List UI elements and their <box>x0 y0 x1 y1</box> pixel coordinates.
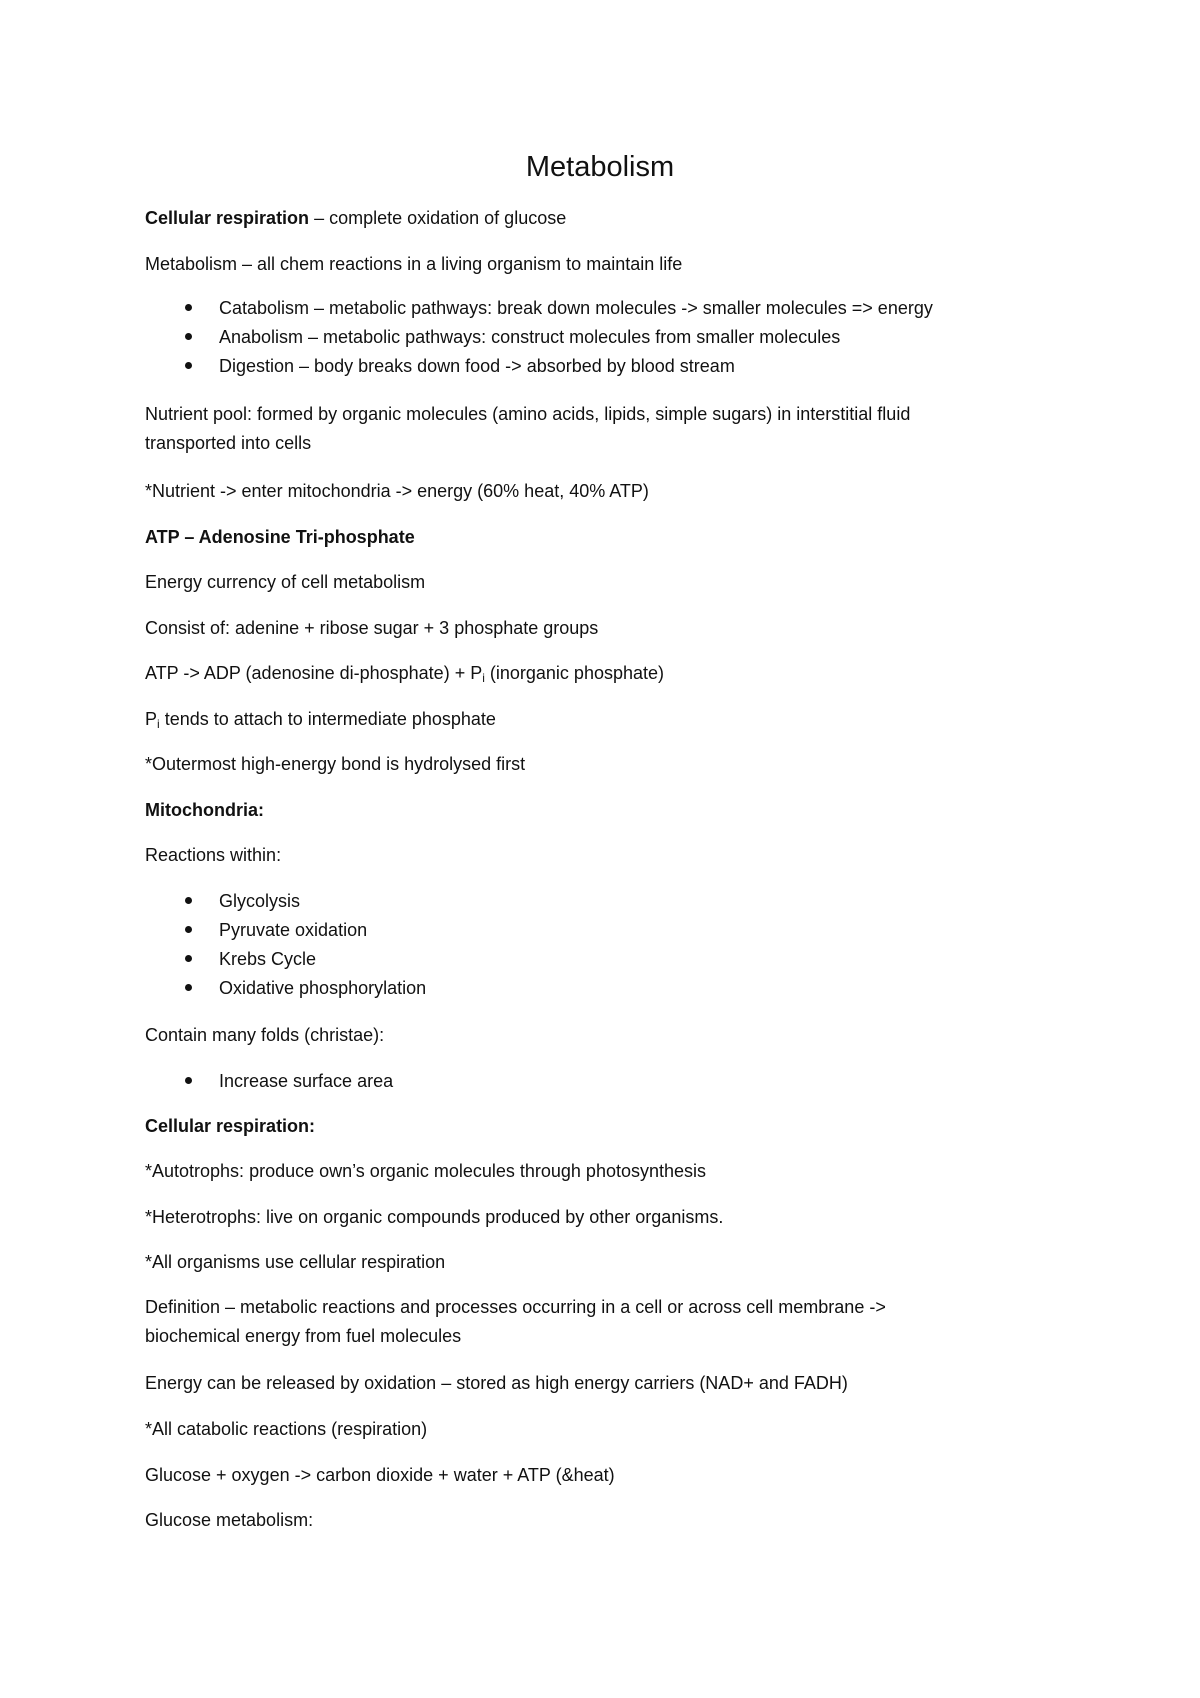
text-line: Nutrient pool: formed by organic molecules (amino acids, lipids, simple sugars) in interstitial fluid <box>145 404 911 424</box>
paragraph-atp-adp <box>145 663 1045 685</box>
list-item: Digestion – body breaks down food -> absorbed by blood stream <box>145 355 1045 384</box>
text-line: Definition – metabolic reactions and processes occurring in a cell or across cell membrane -> <box>145 1297 886 1317</box>
list-item: Pyruvate oxidation <box>145 919 1045 948</box>
heading-mitochondria: Mitochondria: <box>145 800 264 820</box>
paragraph-pi <box>145 709 1045 731</box>
list-item: Increase surface area <box>145 1070 1045 1099</box>
metabolism-list <box>145 297 1045 384</box>
paragraph-heterotrophs: *Heterotrophs: live on organic compounds produced by other organisms. <box>145 1207 724 1227</box>
paragraph-metabolism: Metabolism – all chem reactions in a living organism to maintain life <box>145 254 683 274</box>
paragraph-energy-currency: Energy currency of cell metabolism <box>145 572 426 592</box>
text-line: transported into cells <box>145 433 312 453</box>
list-item: Krebs Cycle <box>145 948 1045 977</box>
list-item: Oxidative phosphorylation <box>145 977 1045 1006</box>
text-segment: tends to attach to intermediate phosphate <box>159 709 496 729</box>
heading-cellular-respiration: Cellular respiration: <box>145 1116 316 1136</box>
paragraph-reactions-within: Reactions within: <box>145 845 282 865</box>
text-line: biochemical energy from fuel molecules <box>145 1326 462 1346</box>
text-segment: P <box>145 709 158 729</box>
folds-list <box>145 1070 1045 1099</box>
paragraph-consist-of: Consist of: adenine + ribose sugar + 3 phosphate groups <box>145 618 599 638</box>
term-cellular-respiration: Cellular respiration <box>145 208 310 228</box>
paragraph-catabolic: *All catabolic reactions (respiration) <box>145 1419 428 1439</box>
list-item: Catabolism – metabolic pathways: break down molecules -> smaller molecules => energy <box>145 297 1045 326</box>
paragraph-cellular-respiration <box>145 208 1045 230</box>
subscript: i <box>157 717 160 731</box>
paragraph-nutrient-note: *Nutrient -> enter mitochondria -> energy (60% heat, 40% ATP) <box>145 481 649 501</box>
paragraph-hydrolysed-note: *Outermost high-energy bond is hydrolysed first <box>145 754 526 774</box>
paragraph-autotrophs: *Autotrophs: produce own’s organic molecules through photosynthesis <box>145 1161 707 1181</box>
page-title: Metabolism <box>525 151 675 183</box>
text-segment: (inorganic phosphate) <box>484 663 665 683</box>
list-item: Anabolism – metabolic pathways: construct molecules from smaller molecules <box>145 326 1045 355</box>
reactions-list <box>145 890 1045 1006</box>
paragraph-nutrient-pool <box>145 400 1045 458</box>
subscript: i <box>482 671 485 685</box>
paragraph-folds: Contain many folds (christae): <box>145 1025 385 1045</box>
list-item: Glycolysis <box>145 890 1045 919</box>
text-segment: ATP -> ADP (adenosine di-phosphate) + P <box>145 663 483 683</box>
paragraph-oxidation: Energy can be released by oxidation – stored as high energy carriers (NAD+ and FADH) <box>145 1373 848 1393</box>
paragraph-all-organisms: *All organisms use cellular respiration <box>145 1252 446 1272</box>
paragraph-glucose-metabolism: Glucose metabolism: <box>145 1510 314 1530</box>
heading-atp: ATP – Adenosine Tri-phosphate <box>145 527 415 547</box>
paragraph-glucose-equation: Glucose + oxygen -> carbon dioxide + water + ATP (&heat) <box>145 1465 615 1485</box>
definition-text: – complete oxidation of glucose <box>309 208 567 228</box>
paragraph-definition <box>145 1293 1045 1351</box>
